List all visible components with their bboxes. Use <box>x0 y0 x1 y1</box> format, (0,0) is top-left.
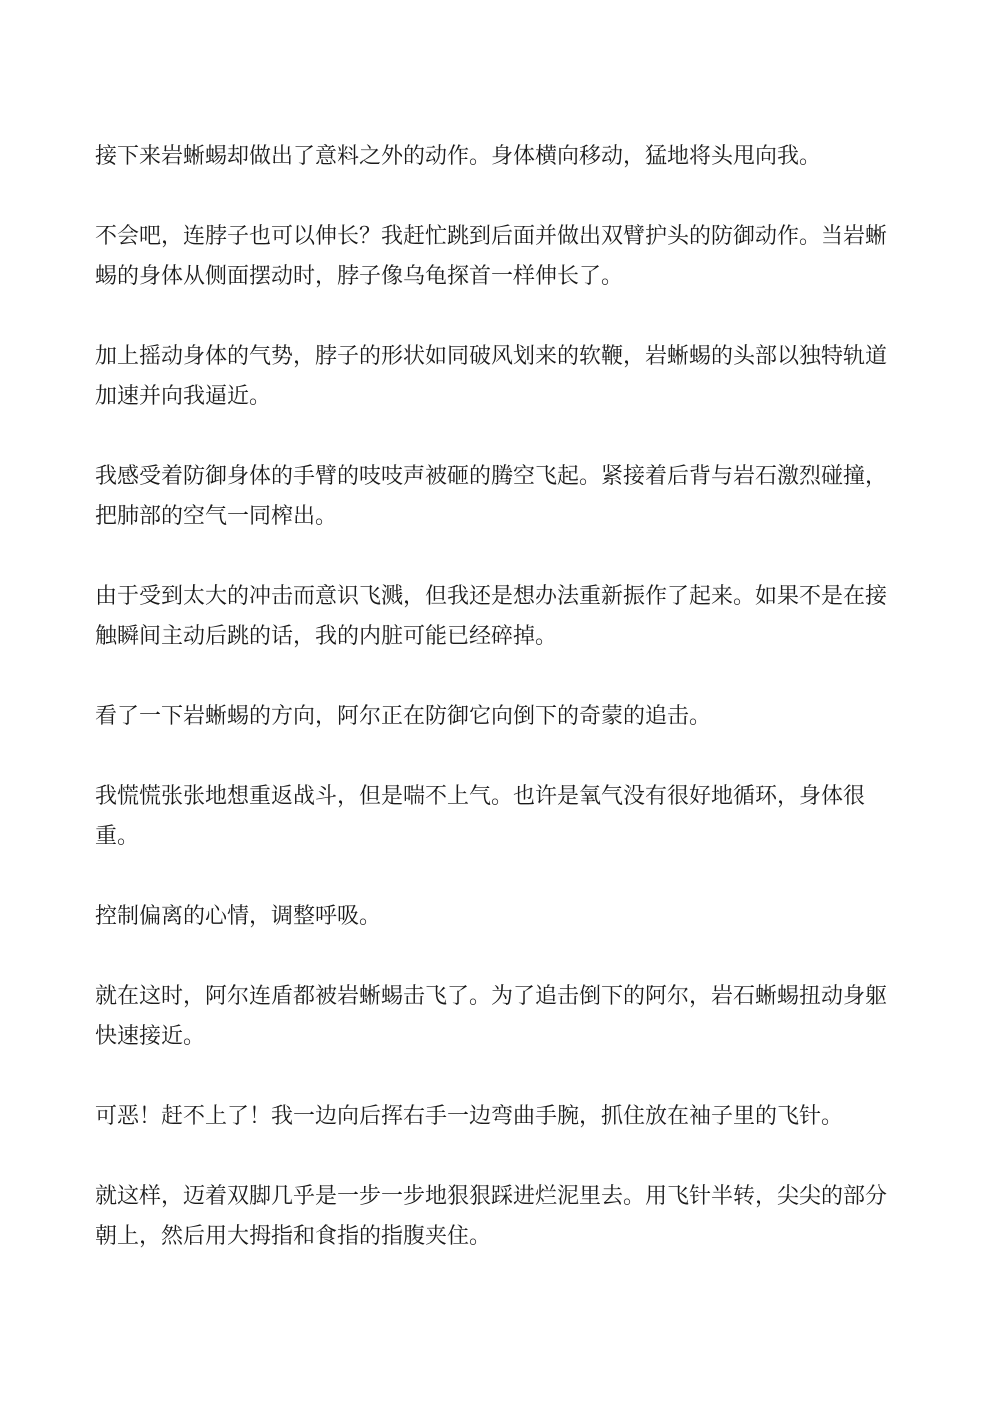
paragraph: 不会吧，连脖子也可以伸长？我赶忙跳到后面并做出双臂护头的防御动作。当岩蜥蜴的身体从侧面摆动时，脖子像乌龟探首一样伸长了。 <box>95 224 888 289</box>
body-text <box>95 137 895 1297</box>
paragraph: 看了一下岩蜥蜴的方向，阿尔正在防御它向倒下的奇蒙的追击。 <box>95 704 712 729</box>
paragraph: 接下来岩蜥蜴却做出了意料之外的动作。身体横向移动，猛地将头甩向我。 <box>95 144 822 169</box>
paragraph: 我感受着防御身体的手臂的吱吱声被砸的腾空飞起。紧接着后背与岩石激烈碰撞，把肺部的空气一同榨出。 <box>95 464 888 529</box>
paragraph: 可恶！赶不上了！我一边向后挥右手一边弯曲手腕，抓住放在袖子里的飞针。 <box>95 1104 844 1129</box>
paragraph: 加上摇动身体的气势，脖子的形状如同破风划来的软鞭，岩蜥蜴的头部以独特轨道加速并向我逼近。 <box>95 344 888 409</box>
paragraph: 就在这时，阿尔连盾都被岩蜥蜴击飞了。为了追击倒下的阿尔，岩石蜥蜴扭动身躯快速接近。 <box>95 984 888 1049</box>
paragraph: 我慌慌张张地想重返战斗，但是喘不上气。也许是氧气没有很好地循环，身体很重。 <box>95 784 866 849</box>
paragraph: 由于受到太大的冲击而意识飞溅，但我还是想办法重新振作了起来。如果不是在接触瞬间主动后跳的话，我的内脏可能已经碎掉。 <box>95 584 888 649</box>
paragraph: 就这样，迈着双脚几乎是一步一步地狠狠踩进烂泥里去。用飞针半转，尖尖的部分朝上，然后用大拇指和食指的指腹夹住。 <box>95 1184 888 1249</box>
paragraph: 控制偏离的心情，调整呼吸。 <box>95 904 382 929</box>
